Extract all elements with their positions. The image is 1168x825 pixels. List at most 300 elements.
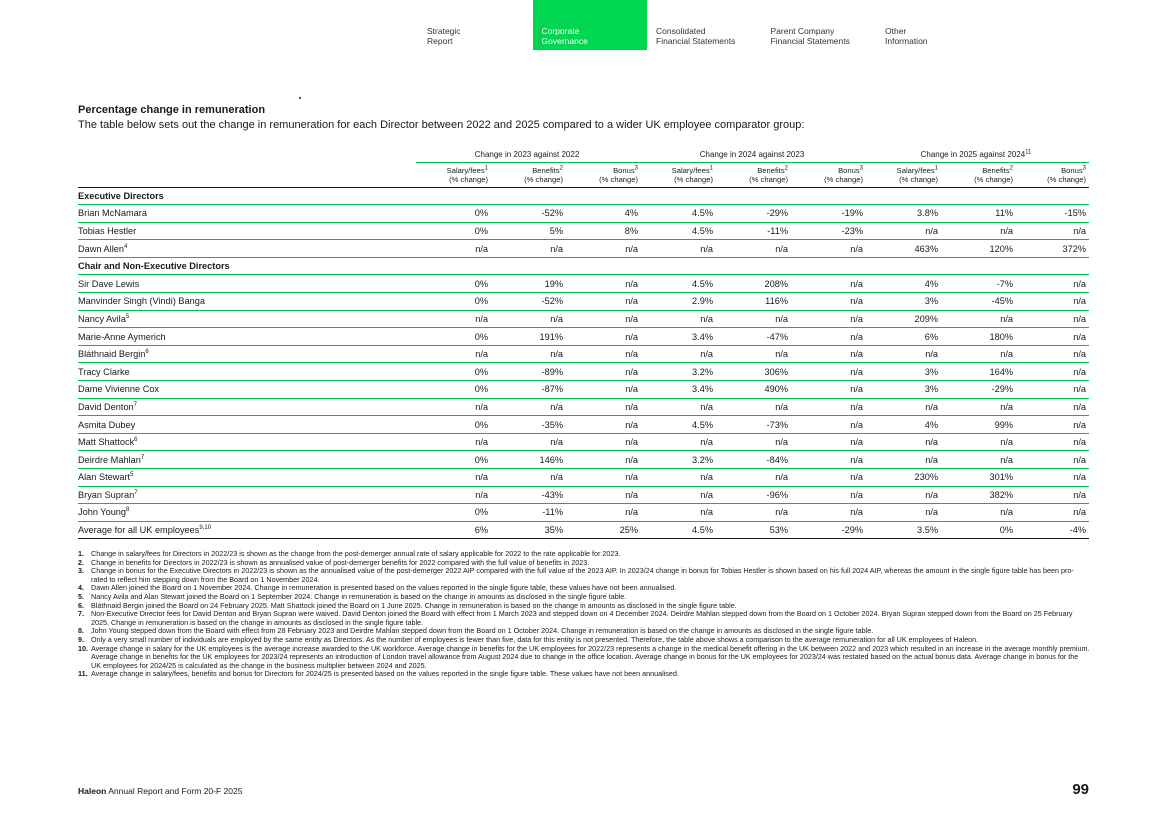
column-header-label: Bonus (1061, 165, 1083, 175)
footnote-item (78, 645, 1090, 671)
remuneration-table (78, 147, 1089, 539)
cell-value: -89% (491, 363, 566, 381)
cell-value: n/a (941, 433, 1016, 451)
footnote-item (78, 670, 1090, 679)
cell-value: -84% (716, 451, 791, 469)
cell-value: n/a (866, 222, 941, 240)
footnote-text: Dawn Allen joined the Board on 1 November 2024. Change in remuneration is presented based on the values reported in the single figure table, these values have not been annualised. (91, 583, 677, 593)
director-name (78, 521, 416, 539)
cell-value: 3.2% (641, 363, 716, 381)
cell-value: 301% (941, 469, 1016, 487)
column-header-unit: (% change) (974, 174, 1013, 184)
column-header (491, 162, 566, 187)
cell-value: n/a (491, 240, 566, 258)
nav-label: Strategic (427, 26, 461, 36)
table-body (78, 187, 1089, 539)
cell-value: n/a (641, 240, 716, 258)
footnote-ref: 7 (140, 454, 145, 461)
cell-value: n/a (641, 486, 716, 504)
director-name (78, 416, 416, 434)
cell-value: n/a (566, 504, 641, 522)
cell-value: -52% (491, 205, 566, 223)
footnote-ref: 2 (1009, 164, 1013, 171)
group-header-label: Change in 2025 against 2024 (920, 149, 1026, 159)
column-header-label: Bonus (613, 165, 635, 175)
footnote-text: Only a very small number of individuals are employed by the same entity as Directors. As the number of employees is fewer than five, data for this entity is not presented. Therefore, the table above shows a comparison to the average remuneration for all UK employees of Haleon. (91, 634, 979, 644)
column-header-unit: (% change) (599, 174, 638, 184)
cell-value: 4.5% (641, 275, 716, 293)
cell-value: n/a (716, 469, 791, 487)
cell-value: 120% (941, 240, 1016, 258)
cell-value: n/a (566, 416, 641, 434)
footnote-ref: 2 (784, 164, 788, 171)
name-text: Dawn Allen (78, 243, 124, 254)
footnote-ref: 7 (133, 401, 138, 408)
cell-value: n/a (566, 451, 641, 469)
column-header-unit: (% change) (524, 174, 563, 184)
nav-strategic-report[interactable] (418, 0, 533, 50)
cell-value: -87% (491, 381, 566, 399)
cell-value: n/a (791, 416, 866, 434)
cell-value: n/a (866, 486, 941, 504)
cell-value: 11% (941, 205, 1016, 223)
table-row (78, 398, 1089, 416)
cell-value: n/a (1016, 345, 1089, 363)
nav-consolidated-financial-statements[interactable] (647, 0, 762, 50)
group-header-label: Change in 2023 against 2022 (474, 149, 580, 159)
cell-value: n/a (1016, 486, 1089, 504)
name-text: Tobias Hestler (78, 225, 137, 236)
cell-value: 3.5% (866, 521, 941, 539)
cell-value: n/a (1016, 293, 1089, 311)
cell-value: n/a (716, 345, 791, 363)
footnote-text: Non-Executive Director fees for David Denton and Bryan Supran were waived. David Denton joined the Board with effect from 1 March 2023 and stepped down on 4 December 2024. Deirdre Mahlan stepped down from the Board on 1 October 2024. Bryan Supran stepped down from the Board on 25 February 2025. Change in remuneration is based on the change in amounts as disclosed in the single figure table. (91, 609, 1073, 627)
footer (78, 786, 242, 796)
cell-value: n/a (1016, 416, 1089, 434)
footnote-number: 7. (78, 609, 84, 619)
cell-value: 3.4% (641, 381, 716, 399)
column-header-unit: (% change) (674, 174, 713, 184)
column-header (791, 162, 866, 187)
nav-corporate-governance[interactable] (533, 0, 648, 50)
column-header-row (78, 162, 1089, 187)
section-intro: The table below sets out the change in remuneration for each Director between 2022 and 2025 compared to a wider UK employee comparator group: (78, 119, 805, 131)
column-header (1016, 162, 1089, 187)
footnote-ref: 3 (859, 164, 863, 171)
cell-value: n/a (791, 363, 866, 381)
nav-label: Other (885, 26, 907, 36)
cell-value: 116% (716, 293, 791, 311)
cell-value: n/a (491, 433, 566, 451)
cell-value: -73% (716, 416, 791, 434)
cell-value: n/a (641, 398, 716, 416)
cell-value: n/a (791, 469, 866, 487)
page-number: 99 (1072, 781, 1089, 798)
cell-value: 25% (566, 521, 641, 539)
group-header-2024 (641, 147, 866, 162)
footnote-number: 1. (78, 549, 84, 558)
section-row (78, 257, 1089, 275)
name-text: Manvinder Singh (Vindi) Banga (78, 296, 206, 307)
director-name (78, 205, 416, 223)
cell-value: 99% (941, 416, 1016, 434)
cell-value: n/a (866, 504, 941, 522)
cell-value: 0% (416, 293, 491, 311)
nav-label: Governance (541, 36, 588, 46)
name-text: David Denton (78, 401, 134, 412)
cell-value: 0% (416, 381, 491, 399)
footnote-ref: 2 (559, 164, 563, 171)
cell-value: n/a (566, 398, 641, 416)
cell-value: n/a (791, 328, 866, 346)
cell-value: 191% (491, 328, 566, 346)
cell-value: 19% (491, 275, 566, 293)
cell-value: n/a (791, 381, 866, 399)
cell-value: 0% (941, 521, 1016, 539)
cell-value: n/a (791, 486, 866, 504)
table-row (78, 416, 1089, 434)
cell-value: n/a (566, 345, 641, 363)
table-row (78, 328, 1089, 346)
cell-value: -7% (941, 275, 1016, 293)
cell-value: n/a (866, 451, 941, 469)
cell-value: 4% (866, 416, 941, 434)
cell-value: n/a (866, 398, 941, 416)
cell-value: 180% (941, 328, 1016, 346)
table-row (78, 504, 1089, 522)
cell-value: n/a (1016, 398, 1089, 416)
cell-value: 209% (866, 310, 941, 328)
cell-value: -29% (941, 381, 1016, 399)
name-text: Asmita Dubey (78, 419, 136, 430)
group-header-row (78, 147, 1089, 162)
cell-value: n/a (941, 451, 1016, 469)
name-text: Nancy Avila (78, 313, 126, 324)
footnote-text: Change in salary/fees for Directors in 2022/23 is shown as the change from the post-demerger annual rate of salary applicable for 2022 to the rate applicable for 2023. (91, 549, 621, 558)
name-text: Brian McNamara (78, 208, 147, 219)
footnote-ref: 7 (134, 489, 138, 496)
cell-value: n/a (791, 451, 866, 469)
footnote-ref: 5 (130, 472, 134, 479)
table-row (78, 310, 1089, 328)
cell-value: n/a (1016, 222, 1089, 240)
cell-value: n/a (566, 469, 641, 487)
footnote-number: 5. (78, 591, 84, 601)
footnote-number: 2. (78, 557, 84, 567)
cell-value: n/a (716, 398, 791, 416)
footnote-item (78, 567, 1090, 584)
cell-value: n/a (566, 381, 641, 399)
cell-value: 53% (716, 521, 791, 539)
column-header-unit: (% change) (1047, 174, 1086, 184)
cell-value: n/a (641, 469, 716, 487)
footnote-ref: 6 (145, 349, 149, 356)
blank-header (78, 147, 416, 162)
name-text: Tracy Clarke (78, 366, 130, 377)
nav-other-information[interactable] (876, 0, 991, 50)
footnote-ref: 9,10 (199, 525, 212, 532)
footnote-ref: 5 (125, 313, 130, 320)
footnote-ref: 1 (484, 164, 488, 171)
cell-value: n/a (791, 433, 866, 451)
footnote-text: Change in benefits for Directors in 2022/23 is shown as annualised value of post-demerger benefits for 2022 compared with the full value of benefits in 2023. (91, 557, 590, 567)
cell-value: 463% (866, 240, 941, 258)
name-text: Dame Vivienne Cox (78, 384, 160, 395)
table-row (78, 293, 1089, 311)
column-header (416, 162, 491, 187)
cell-value: 5% (491, 222, 566, 240)
footnote-number: 4. (78, 583, 84, 593)
cell-value: n/a (1016, 275, 1089, 293)
name-text: Average for all UK employees (78, 525, 200, 536)
cell-value: n/a (941, 345, 1016, 363)
cell-value: n/a (1016, 328, 1089, 346)
cell-value: n/a (941, 398, 1016, 416)
cell-value: n/a (416, 486, 491, 504)
cell-value: 208% (716, 275, 791, 293)
cell-value: -19% (791, 205, 866, 223)
cell-value: n/a (866, 345, 941, 363)
footer-brand: Haleon (78, 786, 107, 796)
table-row (78, 222, 1089, 240)
table-row (78, 486, 1089, 504)
cell-value: n/a (791, 310, 866, 328)
cell-value: n/a (791, 345, 866, 363)
column-header (866, 162, 941, 187)
footnote-number: 10. (78, 643, 88, 653)
footnote-ref: 8 (126, 507, 130, 514)
cell-value: 4.5% (641, 222, 716, 240)
cell-value: 4.5% (641, 205, 716, 223)
footnote-number: 8. (78, 626, 84, 636)
blank-header (78, 162, 416, 187)
cell-value: n/a (566, 433, 641, 451)
cell-value: -96% (716, 486, 791, 504)
cell-value: 0% (416, 363, 491, 381)
cell-value: -45% (941, 293, 1016, 311)
cell-value: -11% (716, 222, 791, 240)
footnote-number: 9. (78, 634, 84, 644)
cell-value: n/a (566, 240, 641, 258)
cell-value: n/a (416, 433, 491, 451)
cell-value: n/a (566, 275, 641, 293)
cell-value: 230% (866, 469, 941, 487)
footnote-text: Nancy Avila and Alan Stewart joined the Board on 1 September 2024. Change in remuneration is based on the change in amounts as disclosed in the single figure table. (91, 591, 627, 601)
nav-label: Information (885, 36, 928, 46)
cell-value: -4% (1016, 521, 1089, 539)
director-name (78, 222, 416, 240)
table-row (78, 451, 1089, 469)
name-text: Sir Dave Lewis (78, 278, 140, 289)
section-heading: Chair and Non-Executive Directors (78, 257, 1089, 275)
cell-value: n/a (566, 363, 641, 381)
cell-value: 2.9% (641, 293, 716, 311)
cell-value: n/a (716, 240, 791, 258)
cell-value: 8% (566, 222, 641, 240)
cell-value: n/a (1016, 504, 1089, 522)
cell-value: n/a (641, 345, 716, 363)
nav-parent-company-financial-statements[interactable] (762, 0, 877, 50)
cell-value: -11% (491, 504, 566, 522)
column-header-label: Bonus (838, 165, 860, 175)
cell-value: n/a (416, 345, 491, 363)
name-text: John Young (78, 507, 127, 518)
cell-value: n/a (566, 310, 641, 328)
footnote-text: Average change in salary/fees, benefits and bonus for Directors for 2024/25 is presented based on the values reported in the single figure table. These values have not been annualised. (91, 669, 679, 679)
cell-value: 0% (416, 205, 491, 223)
column-header-label: Benefits (532, 165, 560, 175)
cell-value: -15% (1016, 205, 1089, 223)
footnote-text: John Young stepped down from the Board with effect from 28 February 2023 and Deirdre Mahlan stepped down from the Board on 1 October 2024. Change in remuneration is based on the change in amounts as disclosed in the single figure table. (91, 626, 874, 636)
name-text: Marie-Anne Aymerich (78, 331, 166, 342)
cell-value: n/a (491, 398, 566, 416)
column-header (716, 162, 791, 187)
cell-value: n/a (416, 469, 491, 487)
column-header (566, 162, 641, 187)
cell-value: 3% (866, 381, 941, 399)
cell-value: n/a (566, 328, 641, 346)
cell-value: n/a (641, 433, 716, 451)
cell-value: n/a (416, 310, 491, 328)
nav-label: Corporate (541, 26, 580, 36)
column-header-unit: (% change) (449, 174, 488, 184)
cell-value: n/a (791, 240, 866, 258)
cell-value: 382% (941, 486, 1016, 504)
footnote-ref: 3 (1082, 164, 1086, 171)
name-text: Alan Stewart (78, 472, 131, 483)
director-name (78, 345, 416, 363)
column-header-unit: (% change) (899, 174, 938, 184)
name-text: Deirdre Mahlan (78, 454, 141, 465)
footnotes (78, 550, 1090, 679)
column-header-unit: (% change) (749, 174, 788, 184)
cell-value: 3.8% (866, 205, 941, 223)
director-name (78, 293, 416, 311)
footnote-item (78, 610, 1090, 627)
footnote-text: Change in bonus for the Executive Directors in 2022/23 is shown as the annualised value of the post-demerger 2022 AIP compared with the full value of the 2023 AIP. In 2023/24 change in bonus for Tobias Hestler is shown based on his full 2024 AIP, whereas the amount in the single figure table has been pro-rated to reflect him stepping down from the Board on 1 November 2024. (91, 566, 1074, 584)
cell-value: 4.5% (641, 416, 716, 434)
section-title: Percentage change in remuneration (78, 104, 266, 116)
table-row (78, 275, 1089, 293)
cell-value: 0% (416, 504, 491, 522)
cell-value: n/a (716, 310, 791, 328)
table-row (78, 240, 1089, 258)
footnote-number: 3. (78, 566, 84, 576)
cell-value: 4% (866, 275, 941, 293)
nav-label: Financial Statements (656, 36, 736, 46)
cell-value: -29% (791, 521, 866, 539)
director-name (78, 451, 416, 469)
footnote-number: 6. (78, 600, 84, 610)
table-row (78, 363, 1089, 381)
cell-value: -43% (491, 486, 566, 504)
cell-value: 6% (866, 328, 941, 346)
cell-value: n/a (791, 293, 866, 311)
cell-value: n/a (1016, 363, 1089, 381)
cell-value: n/a (491, 469, 566, 487)
director-name (78, 240, 416, 258)
footnote-text: Average change in salary for the UK employees is the average increase awarded to the UK workforce. Average change in benefits for the UK employees for 2022/23 represents a change in the medical benefit offering in the UK between 2022 and 2023 which resulted in an increase in the average monthly premium. Average change in benefits for the UK employees for 2023/24 represents an introduction of London travel allowance from August 2024 due to change in the office location. Average change in bonus for the UK employees for 2023/24 was restated based on the actual bonus data. Average change in bonus for the UK employees for 2024/25 is calculated as the change in the business multiplier between 2024 and 2025. (91, 643, 1090, 670)
cell-value: 0% (416, 416, 491, 434)
cell-value: n/a (941, 504, 1016, 522)
nav-label: Parent Company (770, 26, 835, 36)
director-name (78, 381, 416, 399)
cell-value: 4% (566, 205, 641, 223)
cell-value: n/a (716, 504, 791, 522)
director-name (78, 275, 416, 293)
column-header (641, 162, 716, 187)
cell-value: n/a (1016, 469, 1089, 487)
cell-value: -52% (491, 293, 566, 311)
table-row (78, 521, 1089, 539)
column-header (941, 162, 1016, 187)
column-header-label: Salary/fees (896, 165, 935, 175)
footnote-number: 11. (78, 669, 88, 679)
footnote-ref: 11 (1025, 149, 1032, 156)
footnote-text: Bláthnaid Bergin joined the Board on 24 February 2025. Matt Shattock joined the Board on 1 June 2025. Change in remuneration is based on the change in amounts as disclosed in the single figure table. (91, 600, 737, 610)
cell-value: 35% (491, 521, 566, 539)
cell-value: n/a (866, 433, 941, 451)
cell-value: n/a (491, 310, 566, 328)
director-name (78, 486, 416, 504)
group-header-2023 (416, 147, 641, 162)
director-name (78, 363, 416, 381)
director-name (78, 504, 416, 522)
column-header-unit: (% change) (824, 174, 863, 184)
group-header-2025 (866, 147, 1089, 162)
nav-label: Financial Statements (770, 36, 850, 46)
table-row (78, 345, 1089, 363)
cell-value: 0% (416, 222, 491, 240)
cell-value: n/a (791, 504, 866, 522)
column-header-label: Benefits (982, 165, 1010, 175)
cell-value: n/a (566, 486, 641, 504)
decorative-dot (299, 97, 301, 99)
cell-value: 0% (416, 328, 491, 346)
nav-label: Report (427, 36, 453, 46)
cell-value: 3.4% (641, 328, 716, 346)
table-row (78, 381, 1089, 399)
cell-value: 3% (866, 363, 941, 381)
cell-value: n/a (791, 398, 866, 416)
nav-label: Consolidated (656, 26, 706, 36)
cell-value: n/a (791, 275, 866, 293)
cell-value: n/a (491, 345, 566, 363)
cell-value: 3% (866, 293, 941, 311)
cell-value: n/a (1016, 310, 1089, 328)
footnote-ref: 4 (123, 243, 128, 250)
cell-value: 0% (416, 451, 491, 469)
cell-value: 6% (416, 521, 491, 539)
cell-value: 490% (716, 381, 791, 399)
director-name (78, 433, 416, 451)
cell-value: -47% (716, 328, 791, 346)
footnote-ref: 1 (934, 164, 938, 171)
column-header-label: Benefits (757, 165, 785, 175)
director-name (78, 328, 416, 346)
cell-value: n/a (941, 310, 1016, 328)
director-name (78, 398, 416, 416)
name-text: Bryan Supran (78, 489, 135, 500)
footer-text: Annual Report and Form 20-F 2025 (108, 786, 243, 796)
cell-value: 146% (491, 451, 566, 469)
footnote-ref: 1 (709, 164, 713, 171)
table-row (78, 205, 1089, 223)
cell-value: -35% (491, 416, 566, 434)
cell-value: n/a (416, 240, 491, 258)
cell-value: 306% (716, 363, 791, 381)
cell-value: n/a (566, 293, 641, 311)
